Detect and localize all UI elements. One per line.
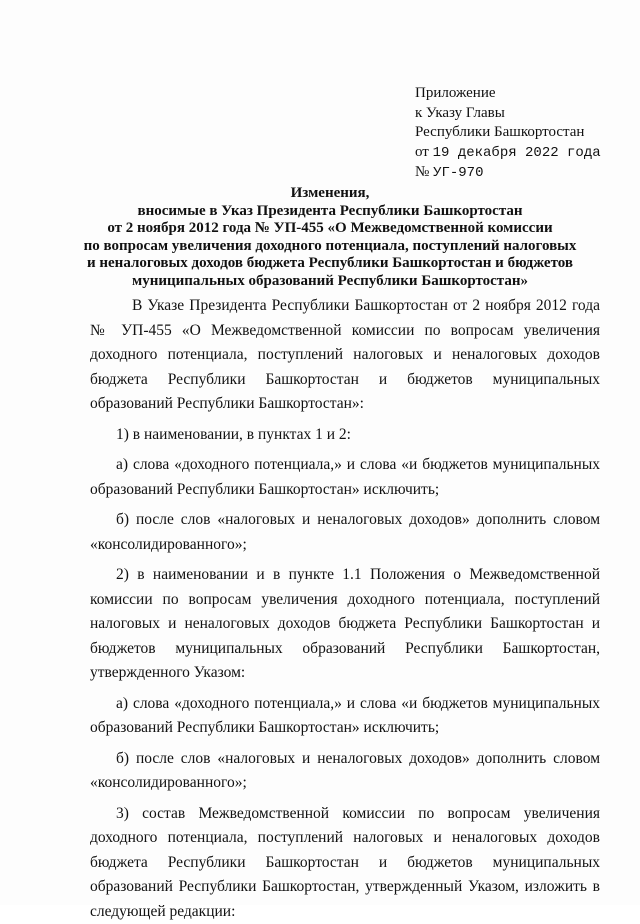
item-2a: а) слова «доходного потенциала,» и слова «и бюджетов муниципальных образований Республики Башкортостан» исключить; bbox=[90, 692, 600, 741]
item-1b: б) после слов «налоговых и неналоговых доходов» дополнить словом «консолидированного»; bbox=[90, 508, 600, 557]
annex-date bbox=[415, 143, 601, 164]
document-body bbox=[90, 294, 600, 924]
document-title bbox=[60, 185, 600, 290]
annex-date-prefix: от bbox=[415, 144, 429, 160]
title-line-4: по вопросам увеличения доходного потенциала, поступлений налоговых bbox=[60, 238, 600, 256]
intro-paragraph: В Указе Президента Республики Башкортостан от 2 ноября 2012 года № УП-455 «О Межведомственной комиссии по вопросам увеличения доходного потенциала, поступлений налоговых и неналоговых доходов бюджета Республики Башкортостан и бюджетов муниципальных образований Республики Башкортостан»: bbox=[90, 294, 600, 417]
item-3: 3) состав Межведомственной комиссии по вопросам увеличения доходного потенциала, поступлений налоговых и неналоговых доходов бюджета Республики Башкортостан и бюджетов муниципальных образований Республики Башкортостан, утвержденный Указом, изложить в следующей редакции: bbox=[90, 802, 600, 924]
title-line-6: муниципальных образований Республики Башкортостан» bbox=[60, 273, 600, 291]
annex-number-value: УГ-970 bbox=[433, 165, 483, 181]
annex-line-2: к Указу Главы bbox=[415, 104, 601, 124]
title-line-3: от 2 ноября 2012 года № УП-455 «О Межведомственной комиссии bbox=[60, 220, 600, 238]
annex-date-value: 19 декабря 2022 года bbox=[433, 145, 601, 161]
item-1a: а) слова «доходного потенциала,» и слова «и бюджетов муниципальных образований Республики Башкортостан» исключить; bbox=[90, 453, 600, 502]
annex-number-prefix: № bbox=[415, 164, 429, 180]
item-1: 1) в наименовании, в пунктах 1 и 2: bbox=[90, 423, 600, 448]
annex-number bbox=[415, 163, 601, 184]
annex-header bbox=[415, 84, 601, 184]
title-line-2: вносимые в Указ Президента Республики Башкортостан bbox=[60, 203, 600, 221]
annex-line-3: Республики Башкортостан bbox=[415, 123, 601, 143]
title-line-1: Изменения, bbox=[60, 185, 600, 203]
item-2b: б) после слов «налоговых и неналоговых доходов» дополнить словом «консолидированного»; bbox=[90, 747, 600, 796]
annex-line-1: Приложение bbox=[415, 84, 601, 104]
item-2: 2) в наименовании и в пункте 1.1 Положения о Межведомственной комиссии по вопросам увеличения доходного потенциала, поступлений налоговых и неналоговых доходов бюджета Республики Башкортостан и бюджетов муниципальных образований Республики Башкортостан, утвержденного Указом: bbox=[90, 563, 600, 686]
title-line-5: и неналоговых доходов бюджета Республики Башкортостан и бюджетов bbox=[60, 255, 600, 273]
